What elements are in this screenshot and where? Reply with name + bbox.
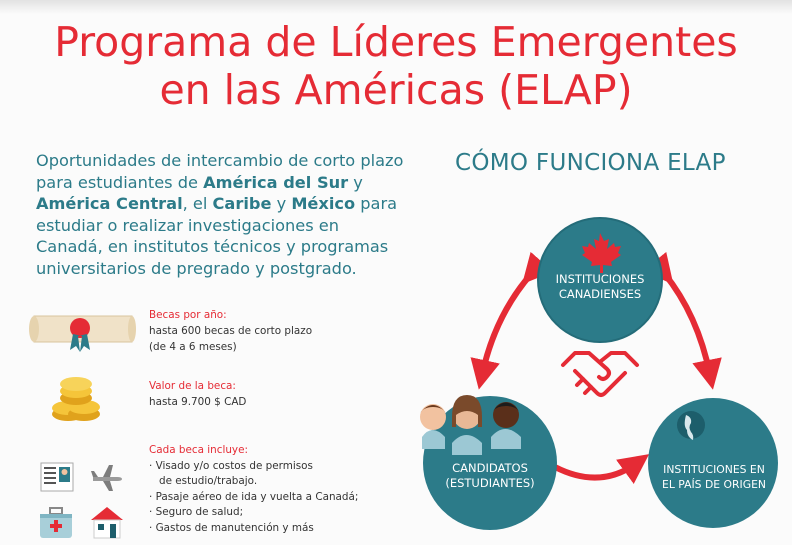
handshake-icon: [563, 353, 637, 395]
region-south-america: América del Sur: [203, 172, 349, 192]
first-aid-kit-icon: [38, 505, 74, 541]
diploma-icon: [28, 306, 136, 352]
includes-block: [149, 443, 358, 537]
arrow-canada-to-home: [664, 273, 710, 375]
airplane-icon: [91, 463, 123, 491]
region-mexico: México: [291, 194, 356, 214]
list-item: de estudio/trabajo.: [159, 475, 258, 488]
region-caribbean: Caribe: [212, 194, 272, 214]
title-line-2: en las Américas (ELAP): [159, 66, 633, 114]
title-line-1: Programa de Líderes Emergentes: [54, 18, 738, 66]
list-item: · Gastos de manutención y más: [149, 521, 314, 534]
home-node-label: INSTITUCIONES EN EL PAÍS DE ORIGEN: [662, 463, 766, 491]
people-icon: [420, 395, 521, 455]
passport-document-icon: [40, 462, 74, 492]
region-central-america: América Central: [36, 194, 183, 214]
elap-cycle-diagram: [400, 205, 792, 545]
arrow-candidates-to-home: [555, 463, 637, 478]
intro-paragraph: Oportunidades de intercambio de corto plazo para estudiantes de América del Sur y América Central, el Caribe y México para estudiar o realizar investigaciones en Canadá, en institutos técnicos y programas universitarios de pregrado y postgrado.: [36, 151, 404, 278]
coins-icon: [48, 372, 104, 426]
canada-node-label: INSTITUCIONES CANADIENSES: [555, 272, 645, 301]
value-label: Valor de la beca:: [149, 380, 236, 392]
value-amount: hasta 9.700 $ CAD: [149, 396, 247, 408]
includes-list: [149, 459, 358, 537]
scholarships-block: [149, 307, 312, 355]
list-item: · Pasaje aéreo de ida y vuelta a Canadá;: [149, 490, 359, 503]
arrow-canada-to-candidates: [482, 273, 532, 375]
page-title: [0, 18, 792, 114]
scholarships-label: Becas por año:: [149, 309, 227, 321]
top-shade: [0, 0, 792, 14]
scholarships-count: hasta 600 becas de corto plazo: [149, 325, 313, 337]
list-item: · Seguro de salud;: [149, 506, 244, 519]
value-block: [149, 378, 246, 410]
candidates-node-label: CANDIDATOS (ESTUDIANTES): [445, 461, 535, 490]
list-item: · Visado y/o costos de permisos: [149, 459, 313, 472]
how-it-works-heading: CÓMO FUNCIONA ELAP: [455, 150, 726, 176]
scholarships-duration: (de 4 a 6 meses): [149, 341, 237, 353]
house-icon: [88, 503, 126, 541]
includes-label: Cada beca incluye:: [149, 444, 248, 456]
